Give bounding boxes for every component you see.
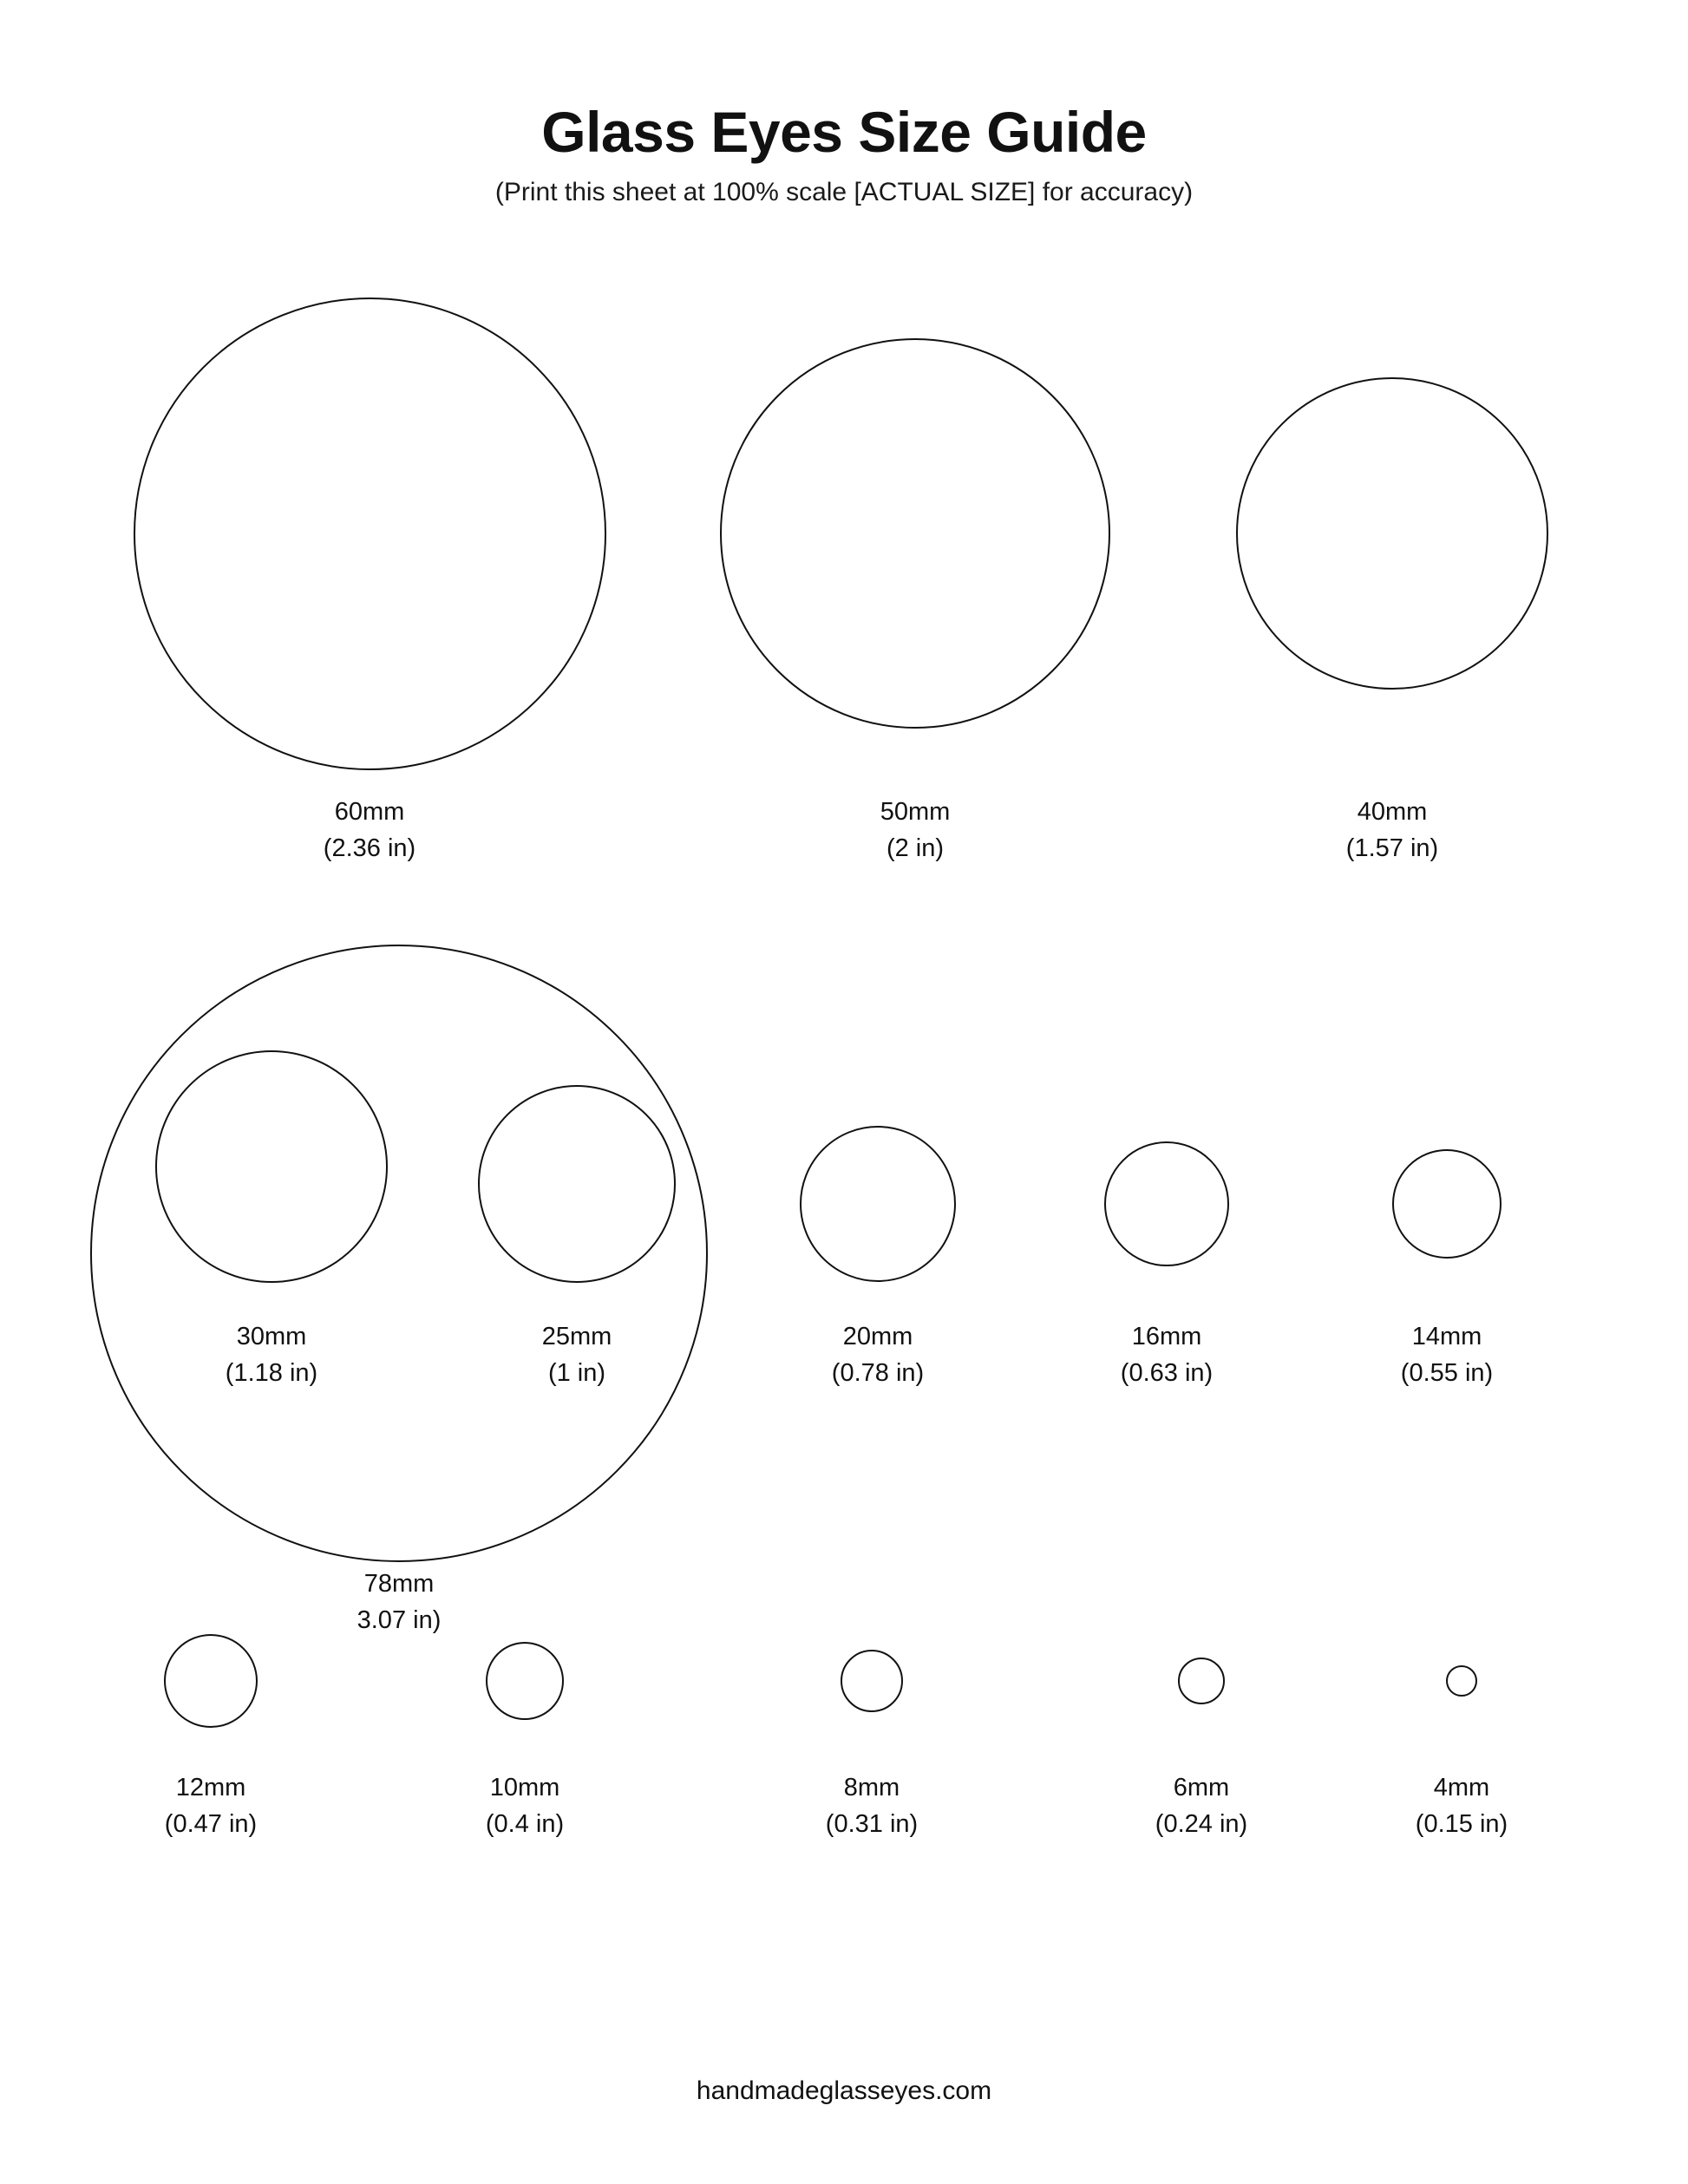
size-label [730,1318,1025,1391]
size-label [63,1769,358,1842]
circle-sample [1446,1665,1477,1697]
size-label-inch: (0.47 in) [164,1810,258,1839]
size-label-inch: (1 in) [547,1359,606,1388]
circle-sample [155,1050,388,1283]
size-label-mm: 4mm [1433,1774,1490,1801]
size-label-inch: (0.31 in) [825,1810,919,1839]
size-label [1245,794,1540,866]
size-label-mm: 60mm [334,798,405,826]
circle-sample [164,1634,258,1728]
size-label-mm: 14mm [1411,1323,1482,1350]
circle-sample [1104,1141,1229,1266]
circle-sample [1392,1149,1502,1259]
size-label-inch: (0.15 in) [1415,1810,1508,1839]
size-label [724,1769,1019,1842]
size-label-mm: 8mm [843,1774,900,1801]
size-label [222,794,517,866]
size-label-mm: 30mm [236,1323,307,1350]
size-label [1299,1318,1594,1391]
size-label-inch: (0.4 in) [485,1810,565,1839]
size-label-inch: (0.24 in) [1155,1810,1248,1839]
size-label-mm: 50mm [880,798,951,826]
size-label [1314,1769,1609,1842]
circle-sample [1236,377,1548,690]
size-label-mm: 40mm [1357,798,1428,826]
size-label [429,1318,724,1391]
size-label-inch: (1.18 in) [225,1359,318,1388]
size-label-inch: (0.55 in) [1400,1359,1494,1388]
size-label-inch: (2 in) [886,834,945,863]
circle-sample [720,338,1110,729]
circle-sample [486,1642,564,1720]
size-label-inch: (2.36 in) [323,834,416,863]
size-label [1054,1769,1349,1842]
size-label-mm: 12mm [175,1774,246,1801]
size-label-inch: (0.78 in) [831,1359,925,1388]
circle-sample [478,1085,676,1283]
size-label-mm: 25mm [541,1323,612,1350]
size-label [768,794,1063,866]
circle-sample [800,1126,956,1282]
size-label-inch: 3.07 in) [357,1606,442,1635]
page-subtitle: (Print this sheet at 100% scale [ACTUAL SIZE] for accuracy) [494,178,1194,207]
size-label-mm: 6mm [1173,1774,1230,1801]
size-label-mm: 16mm [1131,1323,1202,1350]
size-label-inch: (0.63 in) [1120,1359,1214,1388]
size-label-mm: 78mm [363,1570,435,1598]
circle-sample [134,298,606,770]
document-header [0,102,1688,207]
footer-website: handmadeglasseyes.com [696,2076,992,2105]
circle-sample [1178,1658,1225,1704]
size-label-inch: (1.57 in) [1345,834,1439,863]
size-label [124,1318,419,1391]
size-label [1019,1318,1314,1391]
size-label [252,1566,546,1638]
size-label-mm: 10mm [489,1774,560,1801]
circle-sample [841,1650,903,1712]
size-label [377,1769,672,1842]
size-label-mm: 20mm [842,1323,913,1350]
page-title: Glass Eyes Size Guide [541,100,1147,164]
